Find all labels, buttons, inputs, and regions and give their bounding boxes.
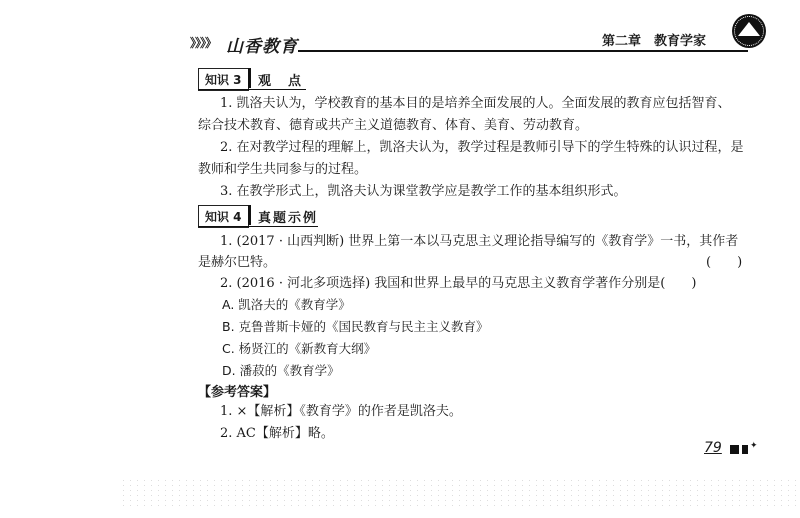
paragraph-line: 综合技术教育、德育或共产主义道德教育、体育、美育、劳动教育。 [198, 118, 589, 133]
header-rule [298, 50, 748, 52]
paragraph-line: 教师和学生共同参与的过程。 [198, 162, 368, 177]
section-underline [198, 89, 306, 90]
footer-star-icon: ✦ [750, 441, 758, 451]
footer-square-icon [742, 445, 748, 454]
header-dots: 》》》》 [190, 36, 217, 50]
section-header-3 [198, 68, 758, 90]
footer-square-icon [730, 445, 739, 454]
paragraph-line: 1. 凯洛夫认为，学校教育的基本目的是培养全面发展的人。全面发展的教育应包括智育、 [220, 96, 731, 111]
section-underline [198, 226, 318, 227]
publisher-seal-icon [732, 14, 766, 48]
paragraph-line: 2. 在对教学过程的理解上，凯洛夫认为，教学过程是教师引导下的学生特殊的认识过程，是 [220, 140, 744, 155]
scan-noise [120, 478, 800, 508]
option-a: A. 凯洛夫的《教育学》 [222, 297, 351, 312]
page-header [186, 20, 768, 57]
section-header-4 [198, 205, 758, 227]
answer-1: 1. ×【解析】《教育学》的作者是凯洛夫。 [220, 404, 462, 419]
section-title: 真题示例 [258, 211, 319, 226]
question-2: 2. (2016 · 河北多项选择) 我国和世界上最早的马克思主义教育学著作分别是( ) [220, 276, 697, 291]
option-d: D. 潘菽的《教育学》 [222, 363, 340, 378]
question-1-continued: 是赫尔巴特。 [198, 255, 277, 270]
page-footer [704, 440, 764, 460]
option-c: C. 杨贤江的《新教育大纲》 [222, 341, 377, 356]
section-tag: 知识 3 [198, 68, 249, 91]
answer-2: 2. AC【解析】略。 [220, 426, 334, 441]
question-1: 1. (2017 · 山西判断) 世界上第一本以马克思主义理论指导编写的《教育学》一书，其作者 [220, 234, 739, 249]
paragraph-line: 3. 在教学形式上，凯洛夫认为课堂教学应是教学工作的基本组织形式。 [220, 184, 627, 199]
section-title: 观 点 [258, 74, 304, 89]
option-b: B. 克鲁普斯卡娅的《国民教育与民主主义教育》 [222, 319, 489, 334]
brand-name: 山香教育 [226, 37, 298, 57]
section-divider-bar [248, 68, 251, 88]
page-number: 79 [704, 440, 722, 456]
section-divider-bar [248, 205, 251, 225]
chapter-title: 第二章 教育学家 [601, 34, 706, 49]
answer-blank: ( ) [706, 255, 743, 270]
answers-heading: 【参考答案】 [198, 385, 277, 400]
section-tag: 知识 4 [198, 205, 249, 228]
